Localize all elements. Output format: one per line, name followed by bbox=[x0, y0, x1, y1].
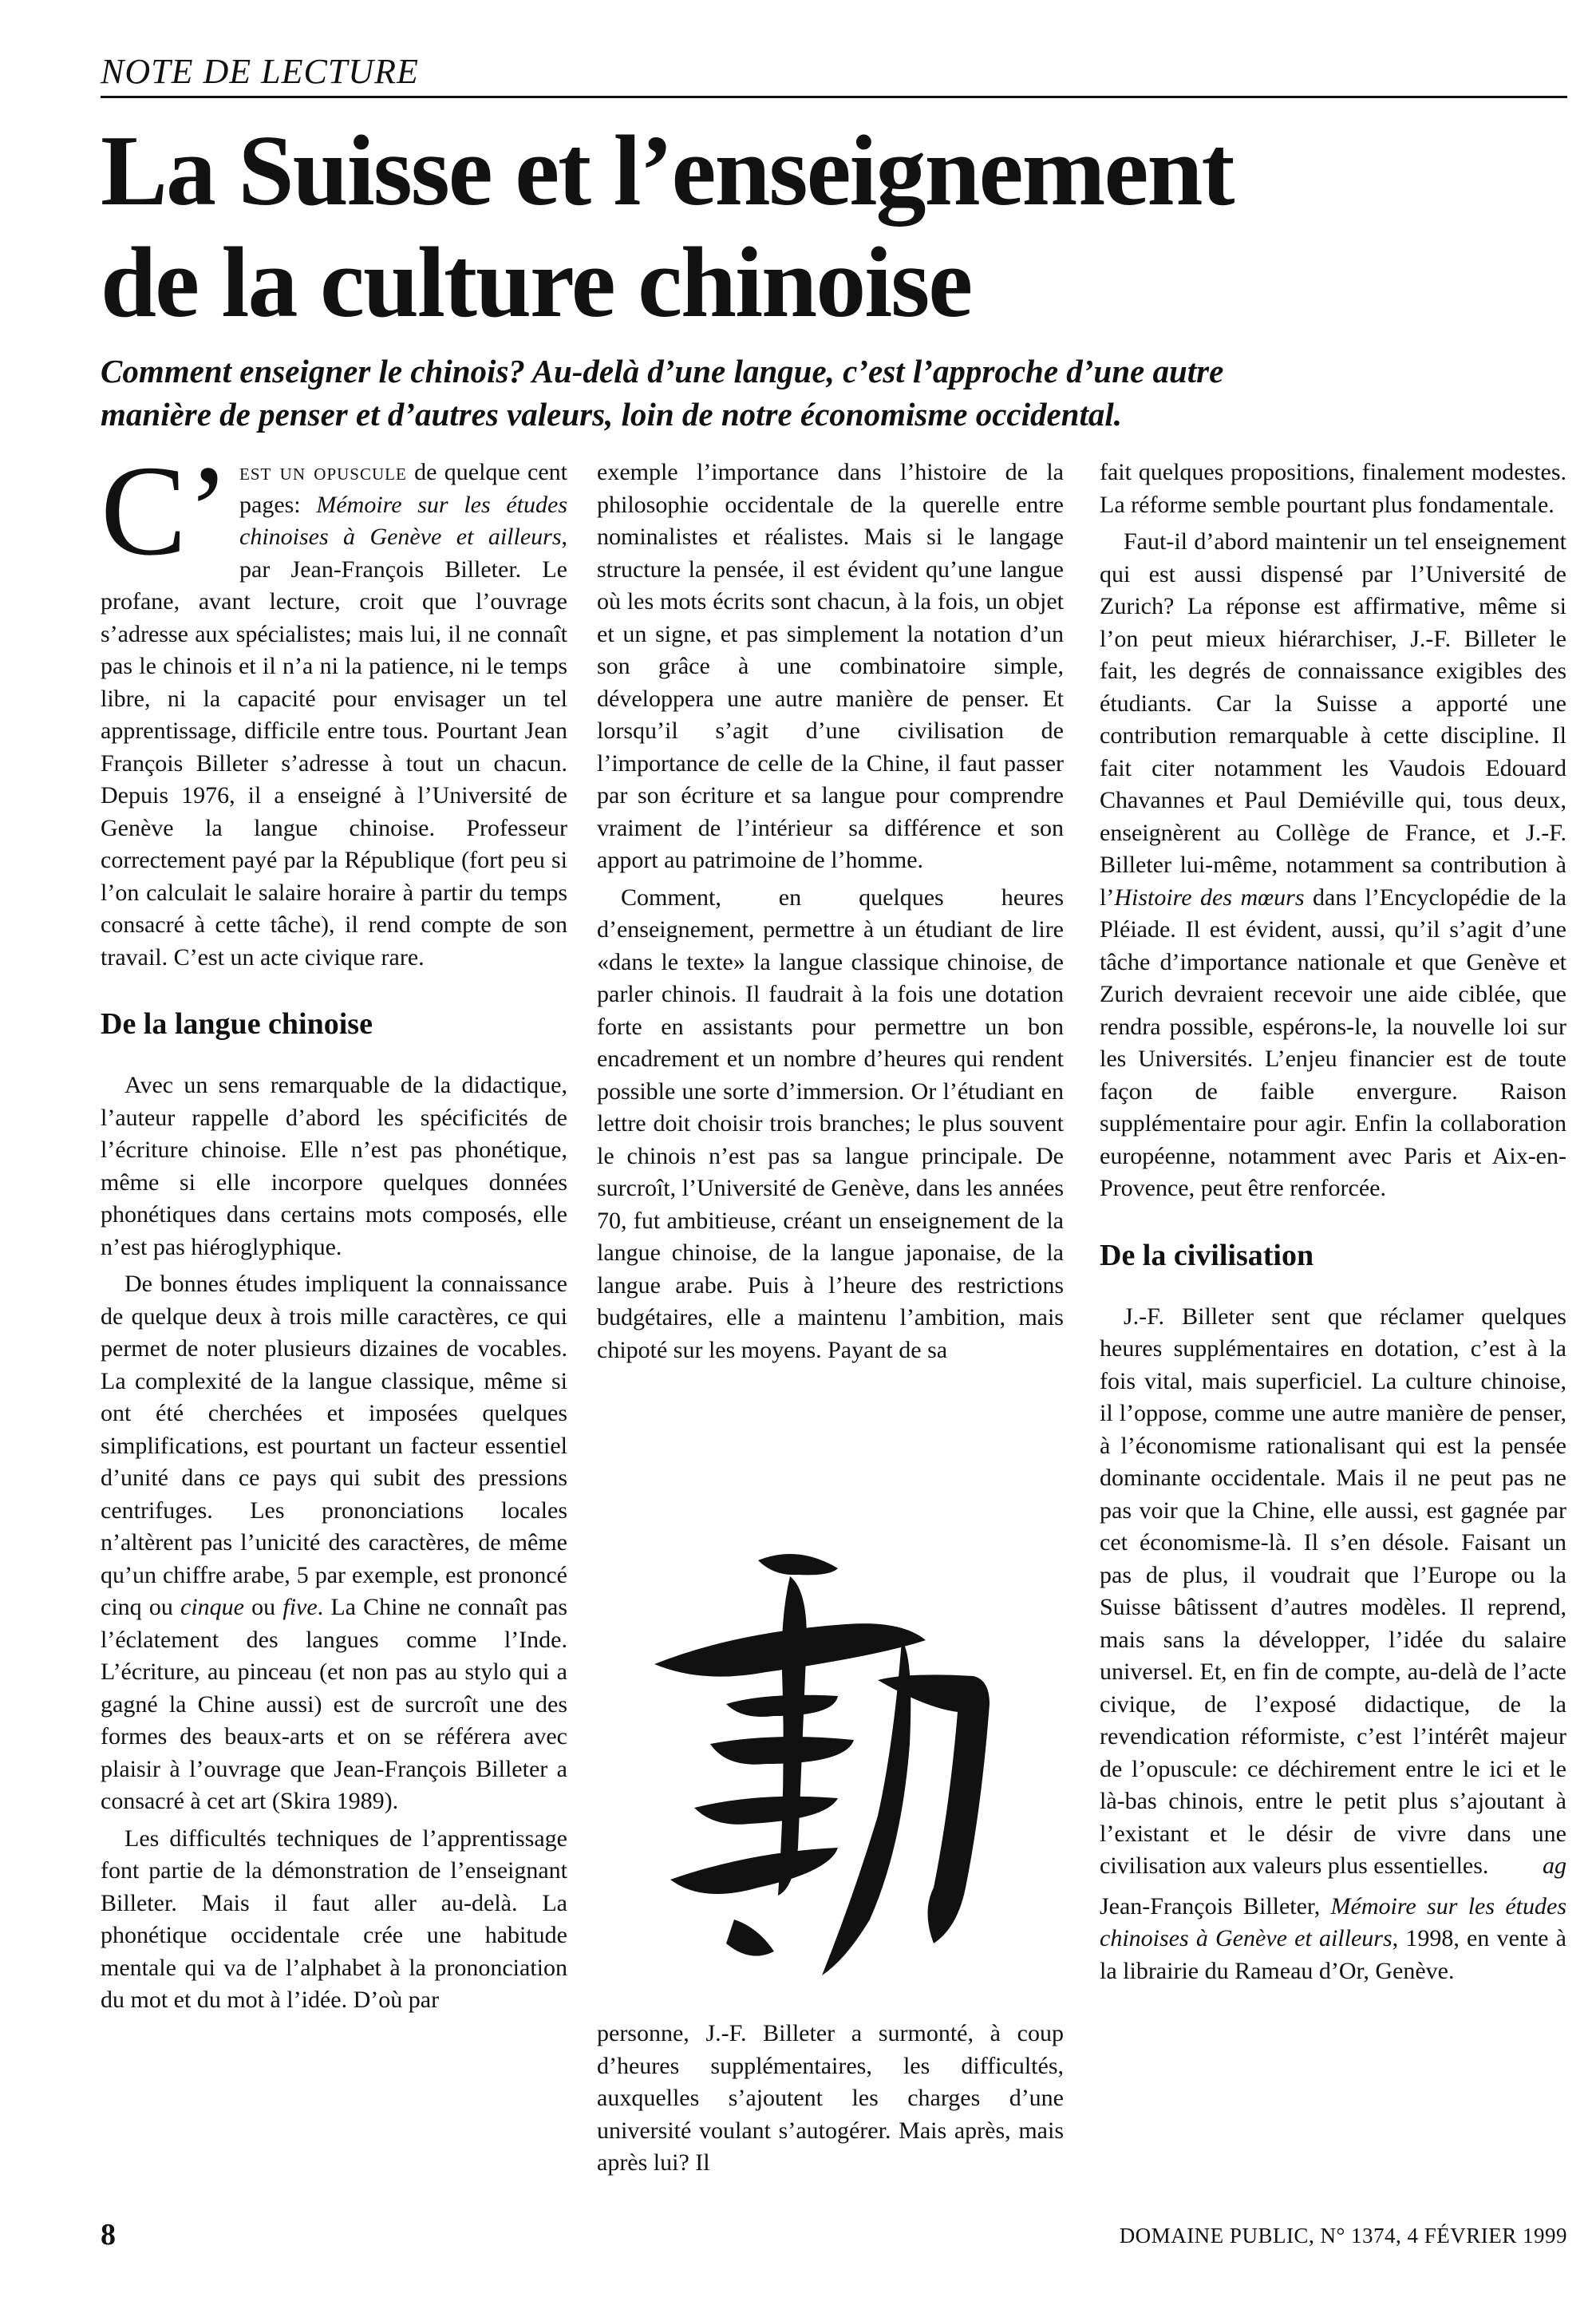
paragraph: Les difficultés techniques de l’apprentissage font partie de la démonstration de l’enseignant Billeter. Mais il faut aller au-delà. La phonétique occidentale crée une habitude mentale qui va de l’alphabet à la prononciation du mot et du mot à l’idée. D’où par bbox=[101, 1825, 567, 2013]
paragraph-intro bbox=[101, 440, 568, 974]
column-1 bbox=[101, 440, 568, 2017]
lead-line-2: manière de penser et d’autres valeurs, loin de notre économisme occidental. bbox=[101, 396, 1123, 433]
paragraph-text: Faut-il d’abord maintenir un tel enseignement qui est aussi dispensé par l’Université de Zurich? La réponse est affirmative, même si l’on peut mieux hiérarchiser, J.-F. Billeter le fait, les degrés de connaissance exigibles des étudiants. Car la Suisse a apporté une contribution remarquable à cette discipline. Il fait citer notamment les Vaudois Edouard Chavannes et Paul Demiéville qui, tous deux, enseignèrent au Collège de France, et J.-F. Billeter lui-même, notamment sa contribution à l’ bbox=[1100, 528, 1566, 911]
author-signature: ag bbox=[1543, 1852, 1566, 1879]
calligraphy-stroke bbox=[694, 1797, 838, 1825]
paragraph-text: dans l’Encyclopédie de la Pléiade. Il est évident, aussi, qu’il s’agit d’une tâche d’importance nationale et que Genève et Zurich devraient recevoir une aide ciblée, que rendra possible, espérons-le, la nouvelle loi sur les Universités. L’enjeu financier est de toute façon de faible envergure. Raison supplémentaire pour agir. Enfin la collaboration européenne, notamment avec Paris et Aix-en-Provence, peut être renforcée. bbox=[1100, 884, 1566, 1201]
section-rubric: NOTE DE LECTURE bbox=[101, 52, 419, 91]
calligraphy-stroke bbox=[758, 1554, 838, 1575]
reference-title: Mémoire sur les études chinoises à Genève et ailleurs bbox=[1100, 1892, 1566, 1951]
paragraph: fait quelques propositions, finalement modestes. La réforme semble pourtant plus fondamentale. bbox=[1100, 459, 1566, 518]
calligraphy-illustration bbox=[638, 1544, 1021, 1991]
page-number: 8 bbox=[101, 2218, 116, 2252]
title-line-1: La Suisse et l’enseignement bbox=[101, 116, 1234, 227]
paragraph-text: J.-F. Billeter sent que réclamer quelques heures supplémentaires en dotation, c’est à la fois vital, mais superficiel. La culture chinoise, il l’oppose, comme une autre manière de penser, à l’économisme rationalisant qui est la pensée dominante occidentale. Mais il ne peut pas ne pas voir que la Chine, elle aussi, est gagnée par cet économisme-là. Il s’en désole. Faisant un pas de plus, il voudrait que l’Europe ou la Suisse bâtissent d’autres modèles. Il reprend, mais sans la développer, l’idée du salaire universel. Et, en fin de compte, au-delà de l’acte civique, de l’exposé didactique, de la revendication réformiste, c’est l’intérêt majeur de l’opuscule: ce déchirement entre le ici et le là-bas chinois, entre le petit plus s’ajoutant à l’existant et le désir de vivre dans une civilisation aux valeurs plus essentielles. bbox=[1100, 1303, 1566, 1879]
paragraph-text: . La Chine ne connaît pas l’éclatement des langues comme l’Inde. L’écriture, au pinceau (et non pas au stylo qui a gagné la Chine aussi) est de surcroît une des formes des beaux-arts et on se référera avec plaisir à l’ouvrage que Jean-François Billeter a consacré à cet art (Skira 1989). bbox=[101, 1594, 567, 1814]
column-2-continued bbox=[597, 2018, 1064, 2180]
calligraphy-stroke bbox=[778, 1576, 807, 1896]
calligraphy-stroke bbox=[726, 1695, 838, 1717]
paragraph-text: De bonnes études impliquent la connaissance de quelque deux à trois mille caractères, ce qui permet de noter plusieurs dizaines de vocables. La complexité de la langue classique, même si ont été cherchées et imposées quelques simplifications, est pourtant un facteur essentiel d’unité dans ce pays qui subit des pressions centrifuges. Les prononciations locales n’altèrent pas l’unicité des caractères, de même qu’un chiffre arabe, 5 par exemple, est prononcé cinq ou bbox=[101, 1271, 567, 1620]
drop-cap: C’ bbox=[101, 440, 230, 583]
italic-title: Histoire des mœurs bbox=[1114, 884, 1305, 911]
intro-smallcaps: est un opuscule bbox=[239, 459, 407, 485]
paragraph bbox=[1100, 1301, 1566, 1883]
intro-text-a: de quelque cent pages: bbox=[239, 459, 567, 518]
paragraph bbox=[101, 1268, 567, 1818]
article-lead bbox=[101, 350, 1569, 436]
title-line-2: de la culture chinoise bbox=[101, 227, 972, 338]
paragraph: personne, J.-F. Billeter a surmonté, à coup d’heures supplémentaires, les difficultés, auxquelles s’ajoutent les charges d’une université voulant s’autogérer. Mais après, mais après lui? Il bbox=[597, 2020, 1064, 2176]
header-rule bbox=[101, 96, 1567, 98]
calligraphy-stroke bbox=[822, 1640, 911, 1975]
paragraph bbox=[1100, 526, 1566, 1205]
paragraph: exemple l’importance dans l’histoire de la philosophie occidentale de la querelle entre nominalistes et réalistes. Mais si le langage structure la pensée, il est évident qu’une langue où les mots écrits sont chacun, à la fois, un objet et un signe, et pas simplement la notation d’un son grâce à une combinatoire simple, développera une autre manière de penser. Et lorsqu’il s’agit d’une civilisation de l’importance de celle de la Chine, il faut passer par son écriture et sa langue pour comprendre vraiment de l’intérieur sa différence et son apport au patrimoine de l’homme. bbox=[597, 459, 1064, 873]
reference-details: , 1998, en vente à la librairie du Rameau d’Or, Genève. bbox=[1100, 1925, 1566, 1984]
paragraph: Avec un sens remarquable de la didactique, l’auteur rappelle d’abord les spécificités de l’écriture chinoise. Elle n’est pas phonétique, même si elle incorpore quelques données phonétiques dans certains mots composés, elle n’est pas hiéroglyphique. bbox=[101, 1072, 567, 1260]
book-title: Mémoire sur les études chinoises à Genève et ailleurs bbox=[239, 491, 568, 550]
column-3 bbox=[1100, 457, 1566, 1987]
article-title bbox=[101, 116, 1569, 339]
paragraph-text: ou bbox=[243, 1594, 283, 1620]
subheading-langue: De la langue chinoise bbox=[101, 1007, 373, 1041]
paragraph: Comment, en quelques heures d’enseignement, permettre à un étudiant de lire «dans le texte» la langue classique chinoise, de parler chinois. Il faudrait à la fois une dotation forte en assistants pour permettre un bon encadrement et un nombre d’heures qui rendent possible une sorte d’immersion. Or l’étudiant en lettre doit choisir trois branches; le plus souvent le chinois n’est pas sa langue principale. De surcroît, l’Université de Genève, dans les années 70, fut ambitieuse, créant un enseignement de la langue chinoise, de la langue japonaise, de la langue arabe. Puis à l’heure des restrictions budgétaires, elle a maintenu l’ambition, mais chipoté sur les moyens. Payant de sa bbox=[597, 884, 1064, 1363]
column-2 bbox=[597, 457, 1064, 1366]
calligraphy-stroke bbox=[670, 1848, 838, 1894]
intro-text-b: , par Jean-François Billeter. Le profane, avant lecture, croit que l’ouvrage s’adresse aux spécialistes; mais lui, il ne connaît pas le chinois et il n’a ni la patience, ni le temps libre, ni la capacité pour envisager un tel apprentissage, difficile entre tous. Pourtant Jean François Billeter s’adresse à tout un chacun. Depuis 1976, il a enseigné à l’Université de Genève la langue chinoise. Professeur correctement payé par la République (fort peu si l’on calculait le salaire horaire à partir du temps consacré à cette tâche), il rend compte de son travail. C’est un acte civique rare. bbox=[101, 524, 567, 971]
calligraphy-stroke bbox=[710, 1737, 854, 1765]
publication-info: DOMAINE PUBLIC, N° 1374, 4 FÉVRIER 1999 bbox=[1119, 2224, 1567, 2248]
subheading-civilisation: De la civilisation bbox=[1100, 1238, 1314, 1272]
reference-author: Jean-François Billeter, bbox=[1100, 1892, 1331, 1920]
book-reference bbox=[1100, 1891, 1566, 1988]
italic-word: cinque bbox=[180, 1594, 244, 1620]
italic-word: five bbox=[282, 1594, 318, 1620]
calligraphy-stroke bbox=[726, 1920, 774, 1956]
lead-line-1: Comment enseigner le chinois? Au-delà d’une langue, c’est l’approche d’une autre bbox=[101, 353, 1224, 389]
